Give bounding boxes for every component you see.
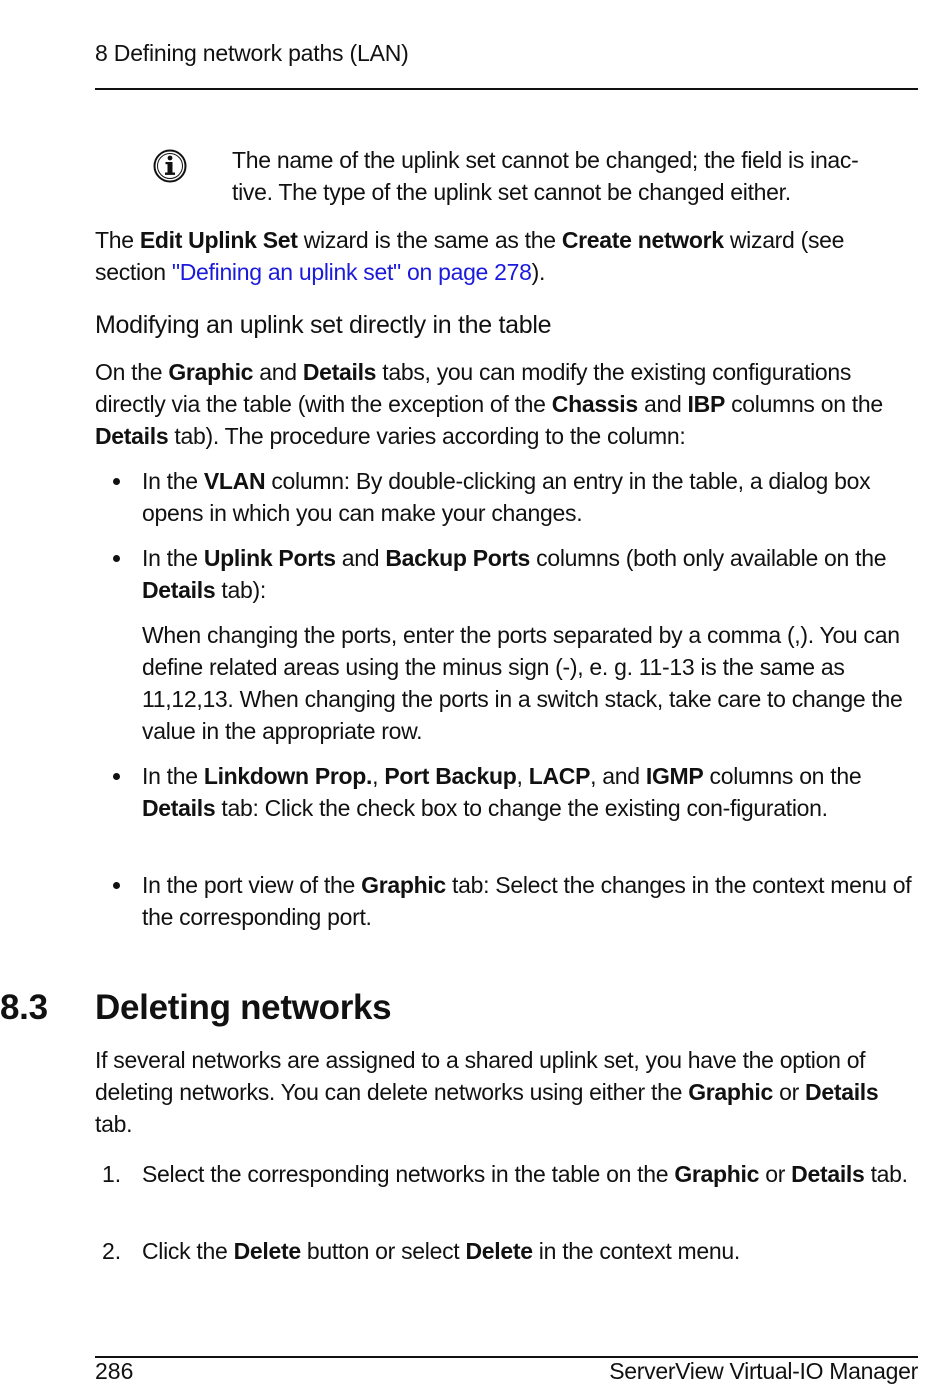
running-header: 8 Defining network paths (LAN)	[95, 40, 409, 66]
ui-term: Graphic	[688, 1079, 774, 1105]
bullet-marker	[113, 773, 120, 780]
text: tab: Select the changes in the context menu of the corresponding port.	[142, 872, 912, 930]
ui-term: Details	[95, 423, 169, 449]
product-name: ServerView Virtual-IO Manager	[609, 1358, 918, 1384]
ui-term: VLAN	[203, 468, 266, 494]
ui-term: Details	[302, 359, 377, 385]
step-number: 1.	[102, 1161, 122, 1187]
info-icon	[152, 148, 188, 184]
deleting-paragraph	[95, 1044, 918, 1140]
text: button or select	[300, 1238, 466, 1264]
text: in the context menu.	[532, 1238, 740, 1264]
ui-term: Delete	[233, 1238, 301, 1264]
ui-term: Details	[142, 577, 216, 603]
text: In the port view of the	[142, 872, 362, 898]
ui-term: Details	[142, 795, 216, 821]
bullet-marker	[113, 478, 120, 485]
ports-detail-paragraph: When changing the ports, enter the ports separated by a comma (,). You can define related areas using the minus sign (-), e. g. 11-13 is the same as 11,12,13. When changing the ports in a switch stack, take care to change the value in the appropriate row.	[142, 622, 903, 744]
ui-term: Chassis	[551, 391, 638, 417]
text: columns on the	[725, 391, 883, 417]
ui-term: Uplink Ports	[203, 545, 336, 571]
text: tab: Click the check box to change the existing con-figuration.	[215, 795, 828, 821]
text: and	[335, 545, 386, 571]
text: ).	[531, 259, 546, 285]
modify-paragraph	[95, 356, 918, 452]
ui-term: Graphic	[361, 872, 446, 898]
text: columns (both only available on the	[530, 545, 887, 571]
text: tabs, you can modify the existing configurations directly via the table (with the exception of the	[95, 359, 852, 417]
text: or	[773, 1079, 806, 1105]
ui-term: Linkdown Prop.	[203, 763, 373, 789]
text: If several networks are assigned to a shared uplink set, you have the option of deleting networks. You can delete networks using either the	[95, 1047, 866, 1105]
text: column: By double-clicking an entry in the table, a dialog box opens in which you can make your changes.	[142, 468, 871, 526]
text: ,	[372, 763, 385, 789]
ui-term: Graphic	[674, 1161, 760, 1187]
text: tab.	[95, 1111, 133, 1137]
text: tab). The procedure varies according to the column:	[168, 423, 686, 449]
ui-term: Details	[805, 1079, 879, 1105]
ui-term: IGMP	[645, 763, 704, 789]
text: and	[253, 359, 303, 385]
text: wizard (see section	[95, 227, 845, 285]
step-2	[142, 1235, 920, 1267]
bullet-portview	[142, 869, 920, 933]
bullet-ports	[142, 542, 920, 606]
text: tab.	[864, 1161, 908, 1187]
ui-term: Edit Uplink Set	[139, 227, 298, 253]
ui-term: Port Backup	[384, 763, 517, 789]
text: , and	[590, 763, 646, 789]
text: Select the corresponding networks in the table on the	[142, 1161, 675, 1187]
text: columns on the	[703, 763, 862, 789]
ui-term: IBP	[687, 391, 725, 417]
section-number: 8.3	[0, 988, 48, 1027]
ui-term: LACP	[528, 763, 591, 789]
text: On the	[95, 359, 169, 385]
text: In the	[142, 545, 204, 571]
ui-term: Details	[791, 1161, 865, 1187]
text: ,	[516, 763, 529, 789]
intro-paragraph	[95, 224, 918, 288]
note-line-1: The name of the uplink set cannot be changed; the field is inac-	[232, 147, 859, 173]
step-number: 2.	[102, 1238, 122, 1264]
text: In the	[142, 763, 204, 789]
note-text	[232, 144, 912, 208]
text: and	[637, 391, 688, 417]
text: tab):	[215, 577, 266, 603]
subheading: Modifying an uplink set directly in the table	[95, 311, 552, 339]
ui-term: Delete	[465, 1238, 533, 1264]
page-number: 286	[95, 1358, 134, 1384]
ui-term: Graphic	[168, 359, 254, 385]
note-line-2: tive. The type of the uplink set cannot be changed either.	[232, 179, 791, 205]
text: or	[759, 1161, 792, 1187]
text: The	[95, 227, 140, 253]
ui-term: Create network	[561, 227, 724, 253]
bullet-vlan	[142, 465, 920, 529]
bullet-marker	[113, 555, 120, 562]
step-1	[142, 1158, 920, 1190]
bullet-marker	[113, 882, 120, 889]
cross-reference-link[interactable]: "Defining an uplink set" on page 278	[171, 259, 532, 285]
text: wizard is the same as the	[297, 227, 562, 253]
section-title: Deleting networks	[95, 988, 392, 1027]
header-rule	[95, 88, 918, 90]
text: Click the	[142, 1238, 234, 1264]
bullet-linkdown	[142, 760, 920, 824]
text: In the	[142, 468, 204, 494]
ui-term: Backup Ports	[385, 545, 531, 571]
